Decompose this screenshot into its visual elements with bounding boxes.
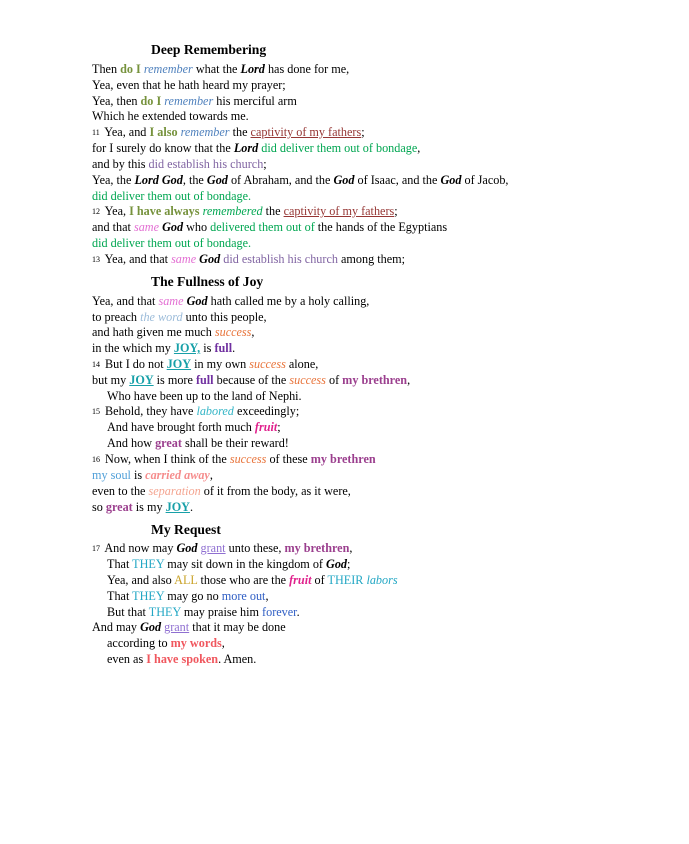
verse-line: Yea, and that same God hath called me by a holy calling, bbox=[92, 294, 370, 308]
verse-number: 12 bbox=[92, 207, 100, 216]
verse-number: 17 bbox=[92, 544, 100, 553]
verse-line: and hath given me much success, bbox=[92, 325, 255, 339]
verse-line: But that THEY may praise him forever. bbox=[107, 605, 300, 619]
verse-line: 11 Yea, and I also remember the captivity of my fathers; bbox=[92, 125, 365, 139]
verse-line: so great is my JOY. bbox=[92, 500, 194, 514]
verse-line: Yea, the Lord God, the God of Abraham, and the God of Isaac, and the God of Jacob, bbox=[92, 173, 509, 187]
verse-line: for I surely do know that the Lord did deliver them out of bondage, bbox=[92, 141, 421, 155]
verse-number: 13 bbox=[92, 255, 100, 264]
verse-line: That THEY may sit down in the kingdom of God; bbox=[107, 557, 351, 571]
verse-line: Then do I remember what the Lord has done for me, bbox=[92, 62, 350, 76]
verse-line: Yea, and also ALL those who are the fruit of THEIR labors bbox=[107, 573, 398, 587]
section-heading-fullness-of-joy: The Fullness of Joy bbox=[151, 274, 264, 289]
verse-line: 13 Yea, and that same God did establish his church among them; bbox=[92, 252, 405, 266]
verse-line: 15 Behold, they have labored exceedingly; bbox=[92, 404, 300, 418]
verse-line: even to the separation of it from the body, as it were, bbox=[92, 484, 351, 498]
verse-line: my soul is carried away, bbox=[92, 468, 213, 482]
verse-number: 14 bbox=[92, 360, 100, 369]
verse-line: did deliver them out of bondage. bbox=[92, 236, 252, 250]
verse-line: according to my words, bbox=[107, 636, 225, 650]
verse-line: 16 Now, when I think of the success of these my brethren bbox=[92, 452, 376, 466]
verse-line: And have brought forth much fruit; bbox=[107, 420, 281, 434]
verse-line: 12 Yea, I have always remembered the captivity of my fathers; bbox=[92, 204, 398, 218]
verse-line: did deliver them out of bondage. bbox=[92, 189, 252, 203]
section-heading-my-request: My Request bbox=[151, 522, 221, 537]
verse-line: and that same God who delivered them out of the hands of the Egyptians bbox=[92, 220, 448, 234]
verse-number: 11 bbox=[92, 128, 100, 137]
verse-number: 15 bbox=[92, 407, 100, 416]
verse-line: 14 But I do not JOY in my own success alone, bbox=[92, 357, 319, 371]
verse-line: And may God grant that it may be done bbox=[92, 620, 286, 634]
verse-line: And how great shall be their reward! bbox=[107, 436, 289, 450]
verse-line: 17 And now may God grant unto these, my brethren, bbox=[92, 541, 353, 555]
section-heading-deep-remembering: Deep Remembering bbox=[151, 42, 267, 57]
verse-line: Yea, then do I remember his merciful arm bbox=[92, 94, 297, 108]
verse-line: That THEY may go no more out, bbox=[107, 589, 269, 603]
verse-line: but my JOY is more full because of the success of my brethren, bbox=[92, 373, 411, 387]
verse-line: in the which my JOY, is full. bbox=[92, 341, 236, 355]
verse-line: even as I have spoken. Amen. bbox=[107, 652, 257, 666]
verse-line: to preach the word unto this people, bbox=[92, 310, 267, 324]
verse-line: Who have been up to the land of Nephi. bbox=[107, 389, 302, 403]
verse-line: and by this did establish his church; bbox=[92, 157, 267, 171]
verse-line: Yea, even that he hath heard my prayer; bbox=[92, 78, 286, 92]
verse-number: 16 bbox=[92, 455, 100, 464]
verse-line: Which he extended towards me. bbox=[92, 109, 249, 123]
